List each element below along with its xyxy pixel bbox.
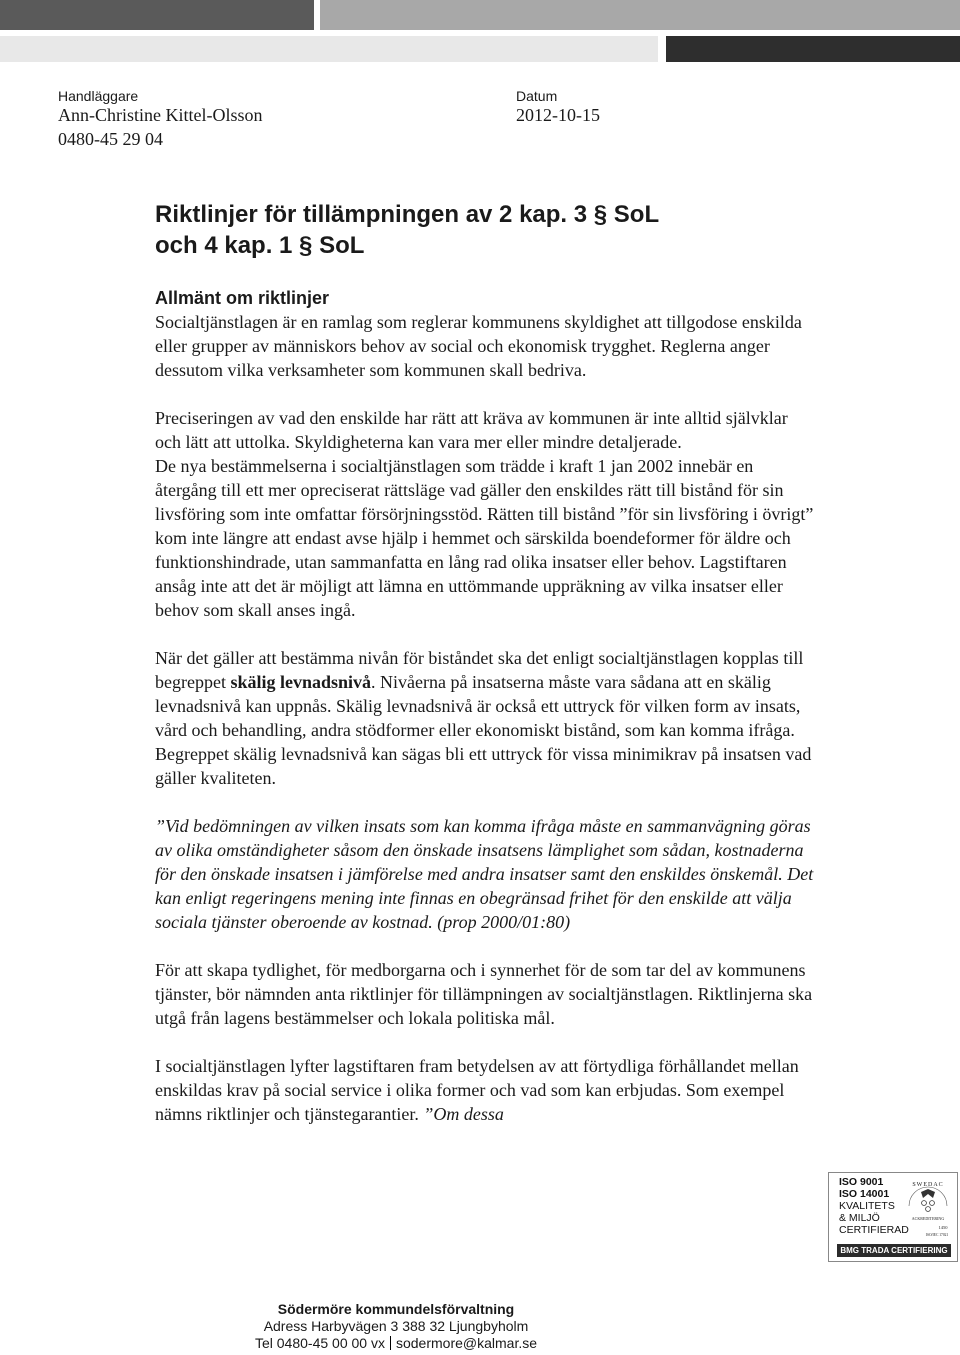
footer-address: Adress Harbyvägen 3 388 32 Ljungbyholm (263, 1318, 529, 1334)
cert-band: BMG TRADA CERTIFIERING (837, 1244, 951, 1257)
certification-text (839, 1176, 909, 1236)
cert-number: 1450 (938, 1225, 948, 1230)
footer (0, 1301, 792, 1352)
footer-tel: Tel 0480-45 00 00 vx (254, 1335, 385, 1351)
paragraph-2: Preciseringen av vad den enskilde har rätt att kräva av kommunen är inte alltid självklar och lätt att uttolka. Skyldigheterna kan vara mer eller mindre detaljerade. (155, 408, 788, 452)
handlaggare-name: Ann-Christine Kittel-Olsson (58, 105, 263, 125)
paragraph-4-text-b: . Nivåerna på insatserna måste vara sådana att en skälig levnadsnivå kan uppnås. Skälig levnadsnivå är också ett uttryck för vilken form av insats, vård och behandling, andra stödformer eller ekonomiskt bistånd, som kan komma ifråga. Begreppet skälig levnadsnivå kan sägas bli ett uttryck för vissa minimikrav på insatsen vad gäller kvaliteten. (155, 672, 812, 788)
footer-org: Södermöre kommundelsförvaltning (277, 1301, 515, 1317)
cert-kvalitets: KVALITETS (839, 1200, 895, 1212)
svg-text:SWEDAC: SWEDAC (912, 1182, 944, 1188)
footer-email: sodermore@kalmar.se (395, 1335, 538, 1351)
footer-separator (390, 1336, 391, 1350)
document-body (155, 286, 815, 1126)
paragraph-5: För att skapa tydlighet, för medborgarna och i synnerhet för de som tar del av kommunens tjänster, bör nämnden anta riktlinjer för tillämpningen av socialtjänstlagen. Riktlinjerna ska utgå från lagens bestämmelser och lokala politiska mål. (155, 960, 813, 1028)
footer-contact (0, 1335, 792, 1352)
title-line-2: och 4 kap. 1 § SoL (155, 232, 365, 259)
datum-label: Datum (516, 88, 558, 104)
paragraph-1: Socialtjänstlagen är en ramlag som reglerar kommunens skyldighet att tillgodose enskilda eller grupper av människors behov av social och ekonomisk trygghet. Reglerna anger dessutom vilka verksamheter som kommunen skall bedriva. (155, 312, 802, 380)
cert-miljo: & MILJÖ (839, 1212, 880, 1224)
header-bar-black (666, 36, 960, 62)
handlaggare-phone: 0480-45 29 04 (58, 129, 163, 149)
cert-certifierad: CERTIFIERAD (839, 1224, 909, 1236)
paragraph-4-text-a: När det gäller att bestämma nivån för biståndet ska det enligt socialtjänstlagen kopplas till begreppet (155, 648, 804, 692)
paragraph-6 (155, 1054, 805, 1126)
term-skalig-levnadsniva: skälig levnadsnivå (230, 672, 372, 692)
header-bar-dark (0, 0, 314, 30)
swedac-seal-icon (903, 1176, 953, 1238)
title-line-1: Riktlinjer för tillämpningen av 2 kap. 3 § SoL (155, 201, 660, 228)
cert-iso14001: ISO 14001 (839, 1188, 890, 1200)
svg-text:ACKREDITERING: ACKREDITERING (911, 1216, 945, 1221)
header-bar-mid (320, 0, 960, 30)
paragraph-6-quote-start: ”Om dessa (423, 1104, 504, 1124)
section-heading: Allmänt om riktlinjer (155, 288, 330, 308)
handlaggare-label: Handläggare (58, 88, 139, 104)
cert-iso9001: ISO 9001 (839, 1176, 884, 1188)
paragraph-4 (155, 646, 815, 790)
header-bar-light (0, 36, 658, 62)
certification-badge (828, 1172, 958, 1262)
cert-iso-ref: ISO/IEC 17021 (925, 1233, 949, 1237)
datum-value: 2012-10-15 (516, 105, 600, 125)
paragraph-3: De nya bestämmelserna i socialtjänstlagen som trädde i kraft 1 jan 2002 innebär en återgång till ett mer opreciserat rättsläge vad gäller den enskildes rätt till bistånd för sin livsföring som inte omfattar försörjningsstöd. Rätten till bistånd ”för sin livsföring i övrigt” kom inte längre att endast avse hjälp i hemmet och särskilda boendeformer för äldre och funktionshindrade, utan sammanfatta en lång rad olika insatser eller behov. Lagstiftaren ansåg inte att det är möjligt att lämna en uttömmande uppräkning av vilka insatser eller behov som skall anses ingå. (155, 456, 814, 620)
document-title (155, 199, 795, 261)
paragraph-6-text: I socialtjänstlagen lyfter lagstiftaren fram betydelsen av att förtydliga förhållandet mellan enskildas krav på social service i olika former och vad som kan erbjudas. Som exempel nämns riktlinjer och tjänstegarantier. (155, 1056, 799, 1124)
quote-paragraph: ”Vid bedömningen av vilken insats som kan komma ifråga måste en sammanvägning göras av olika omständigheter såsom den önskade insatsens lämplighet som sådan, kostnaderna för den önskade insatsen i jämförelse med andra insatser samt den enskildes önskemål. Det kan enligt regeringens mening inte finnas en obegränsad frihet för den enskilde att välja sociala tjänster oberoende av kostnad. (prop 2000/01:80) (155, 816, 814, 932)
